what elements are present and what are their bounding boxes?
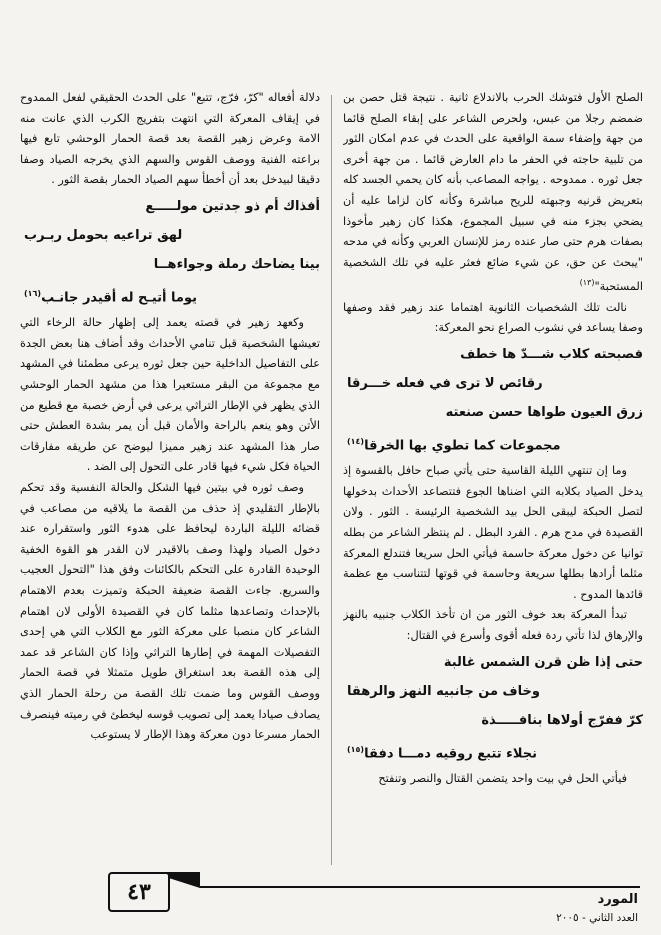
footnote-ref: (١٥) bbox=[347, 744, 365, 754]
magazine-name: المورد bbox=[597, 892, 638, 907]
footnote-ref: (١٦) bbox=[24, 288, 42, 298]
verse-text: يوما أتيـح له أقيدر جانـب bbox=[41, 290, 197, 306]
verse-line: كرّ ففرّج أولاها بنافـــــذة bbox=[481, 712, 643, 728]
verse-line: وخاف من جانبيه النهز والرهقا bbox=[347, 683, 540, 699]
paragraph bbox=[343, 88, 643, 298]
verse-line bbox=[343, 736, 643, 767]
footnote-ref: (١٣) bbox=[579, 278, 595, 288]
paragraph: دلالة أفعاله "كرّ، فرّج، تتبع" على الحدث الحقيقي لفعل الممدوح في إيقاف المعركة التي انتهت بتفريج الكرب الذي عانت منه الامة وعرض زهير القصة بعد قصة الحمار الوحشي تابع فيها براعته الفنية ووصف القوس والسهم الذي يخرجه الصياد وصفا دقيقا لبيدخل بعد أن أخطأ سهم الصياد الحمار بقصة الثور . bbox=[20, 91, 320, 187]
verse-line: فصبحته كلاب شـــدّ ها خطف bbox=[460, 346, 643, 362]
right-column bbox=[343, 88, 643, 868]
verse-line: رقائص لا ترى في فعله خـــرقا bbox=[347, 375, 543, 391]
verse-line: حتى إذا ظن قرن الشمس غالبة bbox=[443, 654, 643, 670]
verse-line: لهق تراعيه بحومل ربـرب bbox=[24, 227, 183, 243]
verse-text: مجموعات كما تطوي بها الخرقا bbox=[364, 438, 561, 454]
paragraph: نالت تلك الشخصيات الثانوية اهتماما عند زهير فقد وصفها وصفا يساعد في نشوب الصراع نحو المعركة: bbox=[343, 300, 643, 335]
verse-line bbox=[20, 280, 320, 311]
footnote-ref: (١٤) bbox=[347, 436, 365, 446]
verse-text: نجلاء تتبع روقيه دمـــا دفقا bbox=[364, 745, 537, 761]
paragraph: تبدأ المعركة بعد خوف الثور من ان تأخذ الكلاب جنبيه بالنهز والإرهاق لذا تأتي ردة فعله أقوى وأسرع في القتال: bbox=[343, 608, 643, 642]
issue-label: العدد الثاني - ٢٠٠٥ bbox=[556, 912, 638, 924]
column-divider bbox=[331, 95, 332, 865]
verse-line: زرق العيون طواها حسن صنعته bbox=[445, 404, 643, 420]
verse-line: أفذاك أم ذو جدتين مولـــــع bbox=[145, 198, 320, 214]
paragraph: وصف ثوره في بيتين فيها الشكل والحالة النفسية وقد تحكم بالإطار التقليدي إذ حذف من القصة ما يلاقيه من مصاعب في قضائه الليلة الباردة ليحافظ على هدوء الثور واستقراره عند دخول الصياد ولهذا وصف بالاقيدر لان القدر هو القوة الخفية الوحيدة القادرة على التحكم بالكائنات وفق هذا "التحول العجيب والسريع. جاءت القصة ضعيفة الحبكة وتميزت بعدم الاهتمام بالإحداث وتصاعدها مثلما كان في القصيدة الأولى لان اهتمام الشاعر كان منصبا على معركة الثور مع الكلاب التي هي إحدى التفصيلات المهمة في إطارها التراثي وإذا كان الشاعر قد عمد إلى هذه القصة بعد استغراق طويل متمثلا في قصة الحمار ووصف القوس وما ضمت تلك القصة من رحلة الحمار الذي يصادف صيادا يعمد إلى تصويب قوسه ليخطئ في رميته فينصرف الحمار مسرعا دون معركة وهذا الإطار لا يستوعب bbox=[20, 481, 320, 742]
paragraph: وكعهد زهير في قصته يعمد إلى إظهار حالة الرخاء التي تعيشها الشخصية قبل تنامي الأحداث وقد أضاف هنا بعض الجدة على التفاصيل الداخلية حين جعل ثوره يرعى مطمئنا في المشهد مع مجموعة من البقر مستعيرا هذا من مشهد الحمار الوحشي الذي يظهر في الإطار التراثي يرعى في أرض خصبة مع قطيع من الأتن وهو ينعم بالراحة والأمان قبل أن يمر بشدة العطش حتى صار هذا المشهد عند زهير مميزا ليوضح عن طريقه مفارقات الحياة فكل شيء فيها قادر على التحول إلى الضد . bbox=[20, 316, 320, 474]
footer-rule bbox=[200, 886, 640, 888]
verse-line bbox=[343, 428, 643, 459]
paragraph-text: الصلح الأول فتوشك الحرب بالاندلاع ثانية . نتيجة قتل حصن بن ضمضم رجلا من عبس، ولحرص الشاعر على إبقاء الصلح قائما من جهة وإضفاء سمة الواقعية على الحدث في عدم امكان الثور من تلبية حاجته في الحفر ما دام العارض قائما . من جهة أخرى جعل ثوره . ممدوحه . يواجه المصاعب بأنه كان يحمي الجسد كله بتعريض قرنيه وجبهته للريح مباشرة وكأنه كان لزاما عليه أن يضحي بجزء منه في سبيل المجموع، هكذا كان زهير مأخوذا بصفات هرم حتى صار عنده رمز للإنسان العربي وكأنه في مدحه "يبحث عن حق، عن شيء ضائع فعثر عليه في تلك الشخصية المستحبة" bbox=[343, 91, 643, 294]
paragraph: فيأتي الحل في بيت واحد يتضمن القتال والنصر وتنفتح bbox=[378, 771, 627, 785]
paragraph: وما إن تنتهي الليلة القاسية حتى يأتي صباح حافل بالقسوة إذ يدخل الصياد بكلابه التي اضناها الجوع فتتصاعد الأحداث بدخولها لتصل الحبكة ليبقى الحل بيد الشخصية الرئيسة . الثور . ولان القصيدة في مدح هرم . الفرد البطل . لم ينتظر الشاعر من بطله توانيا عن دخول معركة حاسمة فيأتي الحل سريعا فتندلع المعركة مثلما أرادها بطلها سريعة وحاسمة في قوتها لتتناسب مع عظمة قائدها المدوح . bbox=[343, 464, 643, 601]
verse-line: بينا يضاحك رملة وجواءهــا bbox=[153, 256, 320, 272]
left-column bbox=[20, 88, 320, 868]
page-number: ٤٣ bbox=[108, 872, 170, 912]
